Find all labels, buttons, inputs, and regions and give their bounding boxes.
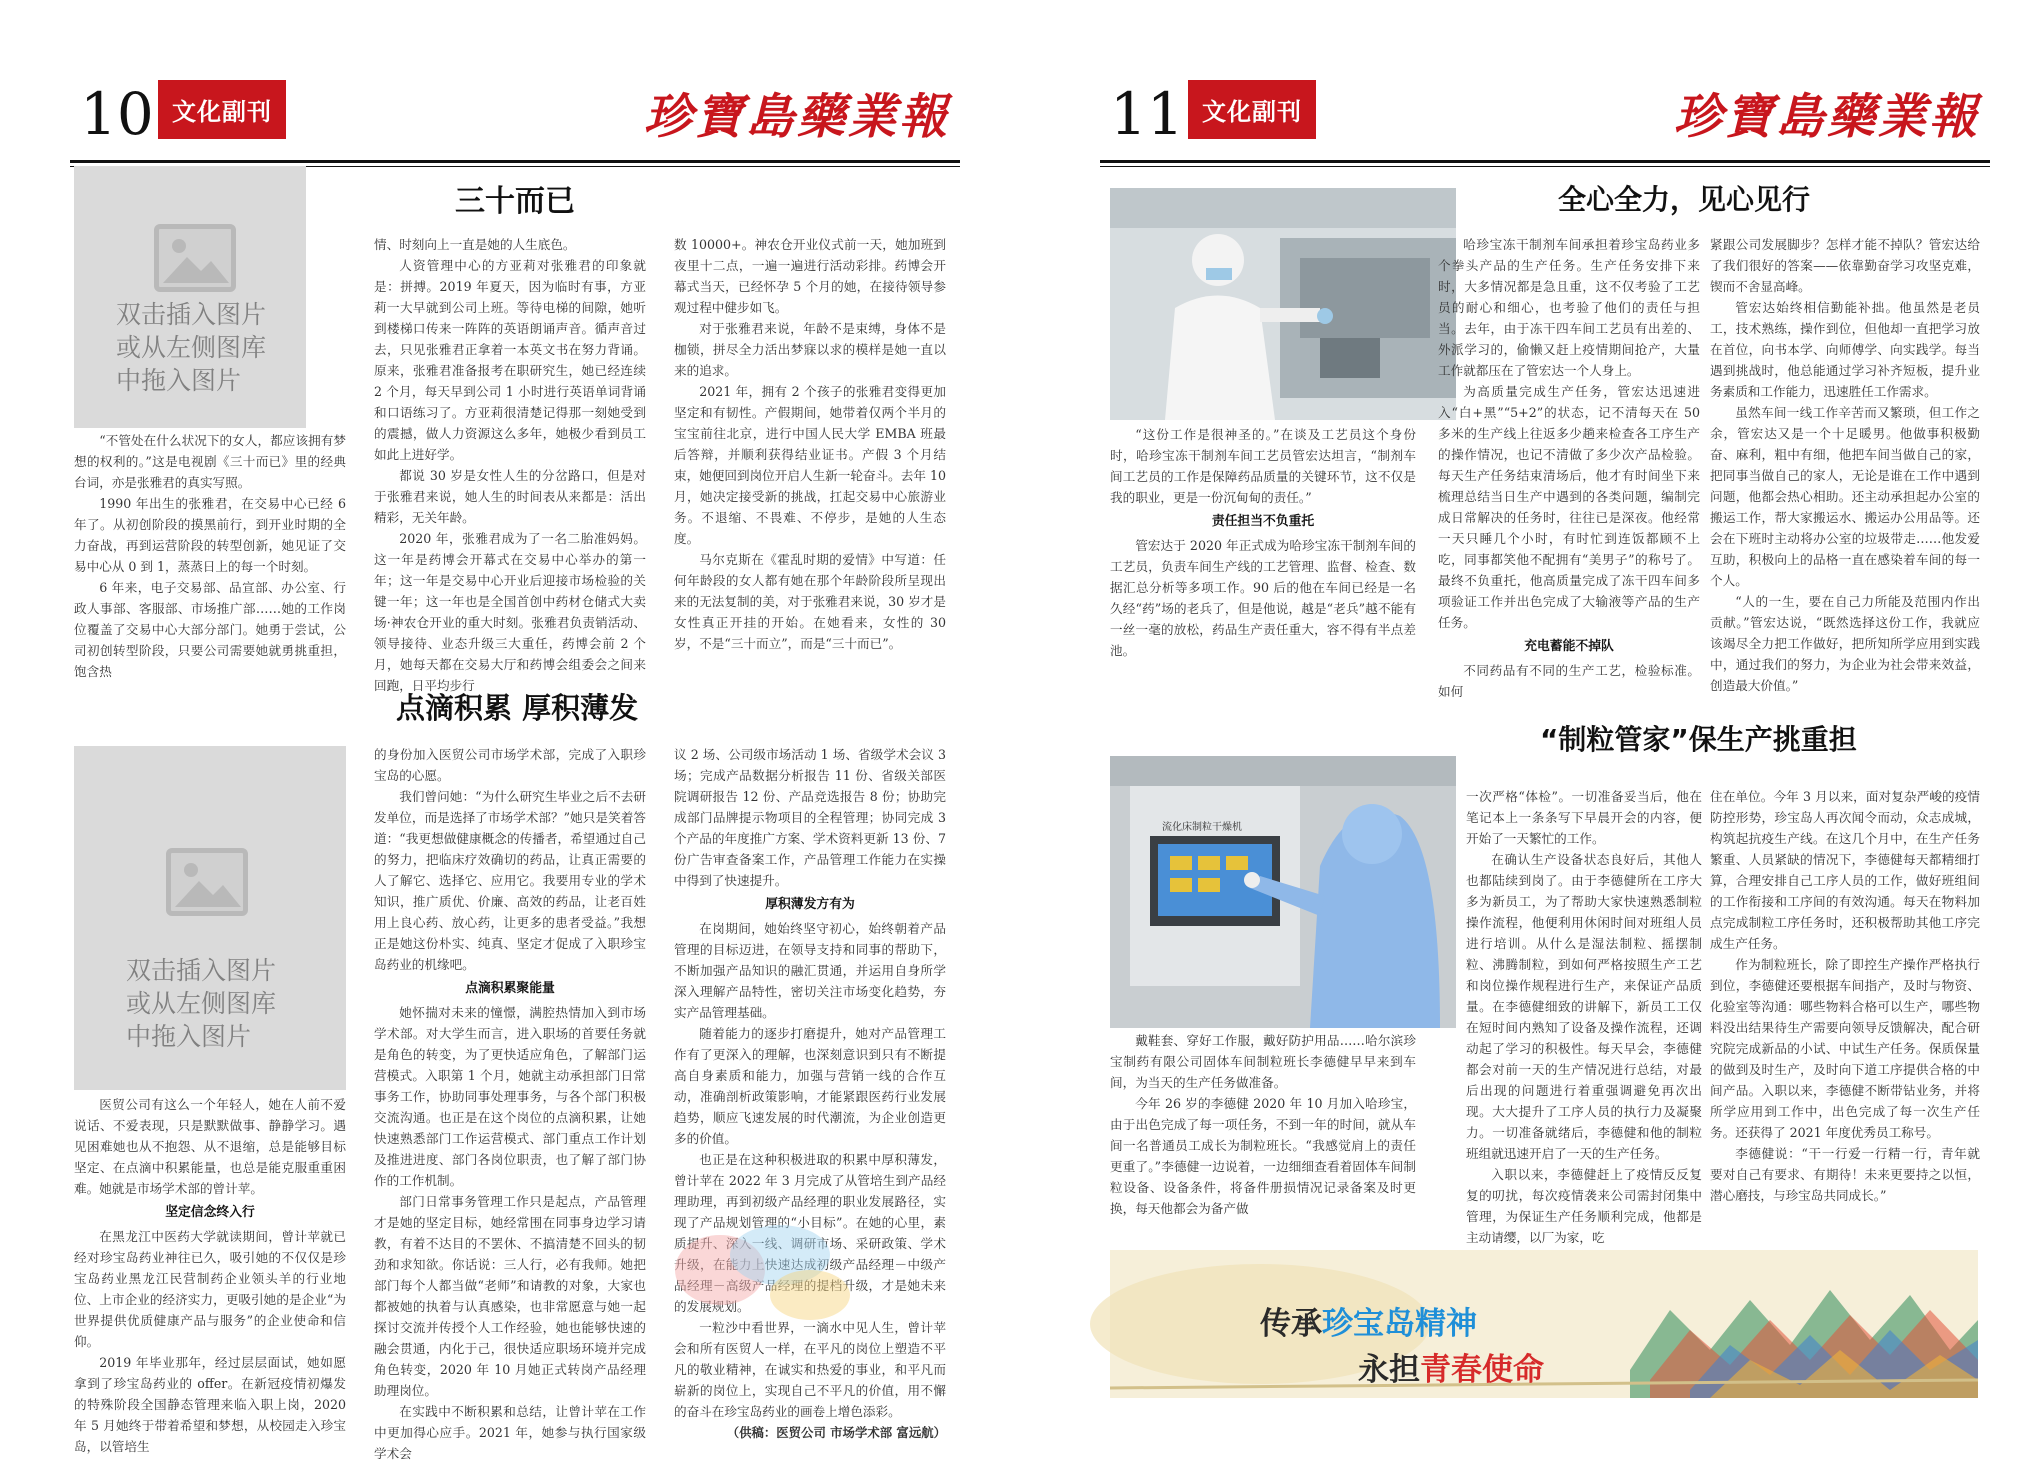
banner-youth-mission bbox=[1110, 1250, 1978, 1398]
paragraph: 部门日常事务管理工作只是起点，产品管理才是她的坚定目标，她经常围在同事身边学习请教，有着不达目的不罢休、不搞清楚不回头的韧劲和求知欲。你话说：三人行，必有我师。她把部门每个人都当做“老师”和请教的对象，大家也都被她的执着与认真感染，也非常愿意与她一起探讨交流并传授个人工作经验，她也能够快速的融会贯通，内化于己，很快适应职场环境并完成角色转变，2020 年 10 月她正式转岗产品经理助理岗位。 bbox=[374, 1194, 646, 1398]
paragraph: 入职以来，李德健赶上了疫情反反复复的叨扰，每次疫情袭来公司需封闭集中管理，为保证生产任务顺利完成，他都是主动请缨，以厂为家，吃 bbox=[1466, 1167, 1702, 1245]
header-rule-thin bbox=[1100, 166, 1990, 167]
banner-line-1-prefix: 传承 bbox=[1260, 1306, 1322, 1342]
paragraph: 今年 26 岁的李德健 2020 年 10 月加入哈珍宝，由于出色完成了每一项任务，不到一年的时间，就从车间一名普通员工成长为制粒班长。“我感觉肩上的责任更重了。”李德健一边说着，一边细细查看着固体车间制粒设备、设备条件，将备件册损情况记录备案及时更换，每天他都会为备产做 bbox=[1110, 1096, 1416, 1216]
subheading: 充电蓄能不掉队 bbox=[1524, 639, 1614, 654]
paragraph: 1990 年出生的张雅君，在交易中心已经 6 年了。从初创阶段的摸黑前行，到开业时期的全力奋战，再到运营阶段的转型创新，她见证了交易中心从 0 到 1，蒸蒸日上的每一个时刻。 bbox=[74, 496, 346, 574]
paragraph: 她怀揣对未来的憧憬，满腔热情加入到市场学术部。对大学生而言，进入职场的首要任务就是角色的转变，为了更快适应角色，了解部门运营模式。入职第 1 个月，她就主动承担部门日常事务工作，协助同事处理事务，与各个部门积极交流沟通。也正是在这个岗位的点滴积累，让她快速熟悉部门工作运营模式、部门重点工作计划及推进进度、部门各岗位职责，也了解了部门协作的工作机制。 bbox=[374, 1005, 646, 1188]
paragraph: 戴鞋套、穿好工作服，戴好防护用品……哈尔滨珍宝制药有限公司固体车间制粒班长李德健早早来到车间，为当天的生产任务做准备。 bbox=[1110, 1033, 1416, 1090]
article-column bbox=[1466, 786, 1702, 1244]
article-title: 全心全力，见心见行 bbox=[1558, 183, 1811, 216]
paragraph: 议 2 场、公司级市场活动 1 场、省级学术会议 3 场；完成产品数据分析报告 11 份、省级关部医院调研报告 12 份、产品竞选报告 8 份；协助完成部门品牌提示物项目的全程管理；协同完成 3 个产品的年度推广方案、学术资料更新 13 份、7 份广告审查备案工作，产品管理工作能力在实操中得到了快速提升。 bbox=[674, 747, 946, 888]
image-placeholder-icon bbox=[166, 848, 248, 916]
paragraph: 2020 年，张雅君成为了一名二胎准妈妈。这一年是药博会开幕式在交易中心举办的第一年；这一年是交易中心开业后迎接市场检验的关键一年；这一年也是全国首创中药材仓储式大卖场·神农仓开业的重大时刻。张雅君负责销活动、领导接待、业态升级三大重任，药博会前 2 个月，她每天都在交易大厅和药博会组委会之间来回跑，日平均步行 bbox=[374, 531, 646, 693]
paragraph: 的身份加入医贸公司市场学术部，完成了入职珍宝岛的心愿。 bbox=[374, 747, 646, 783]
image-placeholder[interactable] bbox=[74, 746, 346, 1090]
masthead-logo: 珍寶島藥業報 bbox=[643, 89, 950, 145]
subheading: 坚定信念终入行 bbox=[165, 1205, 255, 1220]
banner-line-1 bbox=[1260, 1298, 1477, 1343]
article-column bbox=[74, 1094, 346, 1454]
page-header bbox=[70, 72, 960, 164]
paragraph: 为高质量完成生产任务，管宏达迅速进入“白+黑”“5+2”的状态，记不清每天在 50 多米的生产线上往返多少趟来检查各工序生产的操作情况，也记不清做了多少次产品检验。每天生产任务结束清场后，他才有时间坐下来梳理总结当日生产中遇到的各类问题，编制完成日常解决的任务时，往往已是深夜。他经常一天只睡几个小时，有时忙到连饭都顾不上吃，同事都笑他不配拥有“美男子”的称号了。最终不负重托，他高质量完成了冻干四车间多项验证工作并出色完成了大输液等产品的生产任务。 bbox=[1438, 384, 1700, 630]
paragraph: 不同药品有不同的生产工艺，检验标准。如何 bbox=[1438, 663, 1700, 699]
photo-technician bbox=[1110, 188, 1456, 420]
paragraph: 2019 年毕业那年，经过层层面试，她如愿拿到了珍宝岛药业的 offer。在新冠疫情初爆发的特殊阶段全国静态管理来临入职上岗，2020 年 5 月她终于带着希望和梦想，从校园走入珍宝岛，以管培生 bbox=[74, 1355, 346, 1454]
photo-granulation-operator bbox=[1110, 756, 1456, 1028]
article-column bbox=[1438, 234, 1700, 699]
banner-line-2-highlight: 青春使命 bbox=[1420, 1352, 1544, 1388]
page-number: 10 bbox=[80, 80, 154, 148]
paragraph: 我们曾问她：“为什么研究生毕业之后不去研发单位，而是选择了市场学术部？”她只是笑着答道：“我更想做健康概念的传播者，希望通过自己的努力，把临床疗效确切的药品，让真正需要的人了解它、选择它、应用它。我要用专业的学术知识，推广质优、价廉、高效的药品，让老百姓用上良心药、放心药，让更多的患者受益。”我想正是她这份朴实、纯真、坚定才促成了入职珍宝岛药业的机缘吧。 bbox=[374, 789, 646, 972]
paragraph: 哈珍宝冻干制剂车间承担着珍宝岛药业多个拳头产品的生产任务。生产任务安排下来时，大多情况都是急且重，这不仅考验了工艺员的耐心和细心，也考验了他们的责任与担当。去年，由于冻干四车间工艺员有出差的、外派学习的，偷懒又赶上疫情期间抢产，大量工作就都压在了管宏达一个人身上。 bbox=[1438, 237, 1700, 378]
paragraph: 一粒沙中看世界，一滴水中见人生，曾计苹会和所有医贸人一样，在平凡的岗位上塑造不平凡的敬业精神，在诚实和热爱的事业，和平凡而崭新的岗位上，实现自己不平凡的价值，用不懈的奋斗在珍宝岛药业的画卷上增色添彩。 bbox=[674, 1320, 946, 1419]
paragraph: “人的一生，要在自己力所能及范围内作出贡献。”管宏达说，“既然选择这份工作，我就应该竭尽全力把工作做好，把所知所学应用到实践中，通过我们的努力，为企业为社会带来效益，创造最大价值。” bbox=[1710, 594, 1980, 693]
banner-runners-graphic bbox=[1110, 1250, 1978, 1398]
paragraph: 在确认生产设备状态良好后，其他人也都陆续到岗了。由于李德健所在工序大多为新员工，为了帮助大家快速熟悉制粒操作流程，他便利用休闲时间对班组人员进行培训。从什么是湿法制粒、摇摆制粒、沸腾制粒，到如何严格按照生产工艺和岗位操作规程进行生产，来保证产品质量。在李德健细致的讲解下，新员工工仅在短时间内熟知了设备及操作流程，还调动起了学习的积极性。每天早会，李德健都会对前一天的生产情况进行总结，对最后出现的问题进行着重强调避免再次出现。大大提升了工序人员的执行力及凝聚力。一切准备就绪后，李德健和他的制粒班组就迅速开启了一天的生产任务。 bbox=[1466, 852, 1702, 1161]
banner-line-2-prefix: 永担 bbox=[1358, 1352, 1420, 1388]
paragraph: 虽然车间一线工作辛苦而又繁琐，但工作之余，管宏达又是一个十足暖男。他做事积极勤奋、麻利，粗中有细，他把车间当做自己的家，把同事当做自己的家人，无论是谁在工作中遇到问题，他都会热心相助。还主动承担起办公室的搬运工作，帮大家搬运水、搬运办公用品等。还会在下班时主动将办公室的垃圾带走……他发爱互助，积极向上的品格一直在感染着车间的每一个人。 bbox=[1710, 405, 1980, 588]
banner-line-2 bbox=[1358, 1344, 1544, 1389]
paragraph: 对于张雅君来说，年龄不是束缚，身体不是枷锁，拼尽全力活出梦寐以求的模样是她一直以来的追求。 bbox=[674, 321, 946, 378]
article-title: 点滴积累 厚积薄发 bbox=[396, 691, 639, 725]
image-placeholder[interactable] bbox=[74, 166, 306, 428]
paragraph: 管宏达始终相信勤能补拙。他虽然是老员工，技术熟练，操作到位，但他却一直把学习放在首位，向书本学、向师傅学、向实践学。每当遇到挑战时，他总能通过学习补齐短板，提升业务素质和工作能力，迅速胜任工作需求。 bbox=[1710, 300, 1980, 399]
section-tag: 文化副刊 bbox=[1188, 80, 1316, 139]
article-column bbox=[1110, 424, 1416, 684]
paragraph: 紧跟公司发展脚步？怎样才能不掉队？管宏达给了我们很好的答案——依靠勤奋学习攻坚克难，锲而不舍显高峰。 bbox=[1710, 237, 1980, 294]
left-page bbox=[70, 0, 960, 1473]
decorative-splash bbox=[670, 1210, 860, 1330]
article-column bbox=[1110, 1030, 1416, 1244]
article-title: “制粒管家”保生产挑重担 bbox=[1540, 723, 1857, 756]
subheading: 责任担当不负重托 bbox=[1211, 514, 1315, 529]
paragraph: 管宏达于 2020 年正式成为哈珍宝冻干制剂车间的工艺员，负责车间生产线的工艺管理、监督、检查、数据汇总分析等多项工作。90 后的他在车间已经是一名久经“药”场的老兵了，但是他说，越是“老兵”越不能有一丝一毫的放松，药品生产责任重大，容不得有半点差池。 bbox=[1110, 538, 1416, 658]
machine-label: 流化床制粒干燥机 bbox=[1162, 822, 1242, 833]
subheading: 厚积薄发方有为 bbox=[765, 897, 855, 912]
paragraph: 医贸公司有这么一个年轻人，她在人前不爱说话、不爱表现，只是默默做事、静静学习。遇见困难她也从不抱怨、从不退缩，总是能够目标坚定、在点滴中积累能量，也总是能克服重重困难。她就是市场学术部的曾计苹。 bbox=[74, 1097, 346, 1196]
paragraph: “这份工作是很神圣的。”在谈及工艺员这个身份时，哈珍宝冻干制剂车间工艺员管宏达坦言，“制剂车间工艺员的工作是保障药品质量的关键环节，这不仅是我的职业，更是一份沉甸甸的责任。” bbox=[1110, 427, 1416, 505]
paragraph: 也正是在这种积极进取的积累中厚积薄发，曾计苹在 2022 年 3 月完成了从管培生到产品经理助理，再到初级产品经理的职业发展路径，实现了产品规划管理的“小目标”。在她的心里，素质提升、深入一线、调研市场、采研政策、学术升级，在能力上快速达成初级产品经理－中级产品经理－高级产品经理的提档升级，才是她未来的发展规划。 bbox=[674, 1152, 946, 1314]
paragraph: 人资管理中心的方亚莉对张雅君的印象就是：拼搏。2019 年夏天，因为临时有事，方亚莉一大早就到公司上班。等待电梯的间隙，她听到楼梯口传来一阵阵的英语朗诵声音。循声音过去，只见张雅君正拿着一本英文书在努力背诵。原来，张雅君准备报考在职研究生，她已经连续 2 个月，每天早到公司 1 小时进行英语单词背诵和口语练习了。方亚莉很清楚记得那一刻她受到的震撼，做人力资源这么多年，她极少看到员工如此上进好学。 bbox=[374, 258, 646, 462]
paragraph: 6 年来，电子交易部、品宣部、办公室、行政人事部、客服部、市场推广部……她的工作岗位覆盖了交易中心大部分部门。她勇于尝试，公司初创转型阶段，只要公司需要她就勇挑重担，饱含热 bbox=[74, 580, 346, 679]
paragraph: 都说 30 岁是女性人生的分岔路口，但是对于张雅君来说，她人生的时间表从来都是：活出精彩，无关年龄。 bbox=[374, 468, 646, 525]
masthead-logo: 珍寶島藥業報 bbox=[1673, 89, 1980, 145]
paragraph: 李德健说：“干一行爱一行精一行，青年就要对自己有要求、有期待！未来更要持之以恒，潜心磨技，与珍宝岛共同成长。” bbox=[1710, 1146, 1980, 1203]
paragraph: 住在单位。今年 3 月以来，面对复杂严峻的疫情防控形势，珍宝岛人再次闻令而动，众志成城，构筑起抗疫生产线。在这几个月中，在生产任务繁重、人员紧缺的情况下，李德健每天都精细打算，合理安排自己工序人员的工作，做好班组间的工作衔接和工序间的有效沟通。每天在物料加点完成制粒工序任务时，还积极帮助其他工序完成生产任务。 bbox=[1710, 789, 1980, 951]
paragraph: 在黑龙江中医药大学就读期间，曾计苹就已经对珍宝岛药业神往已久，吸引她的不仅仅是珍宝岛药业黑龙江民营制药企业领头羊的行业地位、上市企业的经济实力，更吸引她的是企业“为世界提供优质健康产品与服务”的企业使命和信仰。 bbox=[74, 1229, 346, 1349]
paragraph: 在岗期间，她始终坚守初心，始终朝着产品管理的目标迈进，在领导支持和同事的帮助下，不断加强产品知识的融汇贯通，并运用自身所学深入理解产品特性，密切关注市场变化趋势，夯实产品管理基础。 bbox=[674, 921, 946, 1020]
paragraph: 在实践中不断积累和总结，让曾计苹在工作中更加得心应手。2021 年，她参与执行国家级学术会 bbox=[374, 1404, 646, 1461]
paragraph: 作为制粒班长，除了即控生产操作严格执行到位，李德健还要根据车间指产，及时与物资、化验室等沟通：哪些物料合格可以生产，哪些物料没出结果待生产需要向领导反馈解决，配合研究院完成新品的小试、中试生产任务。保质保量的做到及时生产，及时向下道工序提供合格的中间产品。入职以来，李德健不断带钻业务，并将所学应用到工作中，出色完成了每一次生产任务。还获得了 2021 年度优秀员工称号。 bbox=[1710, 957, 1980, 1140]
article-title: 三十而已 bbox=[455, 184, 575, 219]
paragraph: 2021 年，拥有 2 个孩子的张雅君变得更加坚定和有韧性。产假期间，她带着仅两个半月的宝宝前往北京，进行中国人民大学 EMBA 班最后答辩，并顺利获得结业证书。产假 3 个月结束，她便回到岗位开启人生新一轮奋斗。去年 10 月，她决定接受新的挑战，扛起交易中心旅游业务。不退缩、不畏难、不停步，是她的人生态度。 bbox=[674, 384, 946, 546]
image-placeholder-icon bbox=[154, 224, 236, 292]
paragraph: 马尔克斯在《霍乱时期的爱情》中写道：任何年龄段的女人都有她在那个年龄阶段所呈现出来的无法复制的美，对于张雅君来说，30 岁才是女性真正开挂的开始。在她看来，女性的 30 岁，不是“三十而立”，而是“三十而已”。 bbox=[674, 552, 946, 651]
article-column bbox=[1710, 786, 1980, 1242]
article-column bbox=[1710, 234, 1980, 694]
article-column bbox=[374, 234, 646, 693]
placeholder-text: 双击插入图片或从左侧图库中拖入图片 bbox=[116, 300, 267, 395]
banner-line-1-highlight: 珍宝岛精神 bbox=[1322, 1306, 1477, 1342]
header-rule bbox=[1100, 160, 1990, 163]
right-page bbox=[1100, 0, 1990, 1473]
paragraph: 随着能力的逐步打磨提升，她对产品管理工作有了更深入的理解，也深刻意识到只有不断提高自身素质和能力，加强与营销一线的合作互动，准确剖析政策影响，才能紧跟医药行业发展趋势，顺应飞速发展的时代潮流，为企业创造更多的价值。 bbox=[674, 1026, 946, 1146]
article-column bbox=[674, 234, 946, 654]
section-tag: 文化副刊 bbox=[158, 80, 286, 139]
article-column bbox=[374, 744, 646, 1461]
page-header bbox=[1100, 72, 1990, 164]
page-number: 11 bbox=[1110, 80, 1184, 148]
article-credit: （供稿：医贸公司 市场学术部 富远航） bbox=[726, 1425, 946, 1440]
paragraph: 数 10000+。神农仓开业仪式前一天，她加班到夜里十二点，一遍一遍进行活动彩排。药博会开幕式当天，已经怀孕 5 个月的她，在接待领导参观过程中健步如飞。 bbox=[674, 237, 946, 315]
placeholder-text: 双击插入图片或从左侧图库中拖入图片 bbox=[126, 956, 277, 1051]
paragraph: 一次严格“体检”。一切准备妥当后，他在笔记本上一条条写下早晨开会的内容，便开始了一天繁忙的工作。 bbox=[1466, 789, 1702, 846]
article-column bbox=[74, 430, 346, 679]
header-rule bbox=[70, 160, 960, 163]
subheading: 点滴积累聚能量 bbox=[465, 981, 555, 996]
paragraph: 情、时刻向上一直是她的人生底色。 bbox=[374, 237, 576, 252]
paragraph: “不管处在什么状况下的女人，都应该拥有梦想的权利的。”这是电视剧《三十而已》里的经典台词，亦是张雅君的真实写照。 bbox=[74, 433, 346, 490]
